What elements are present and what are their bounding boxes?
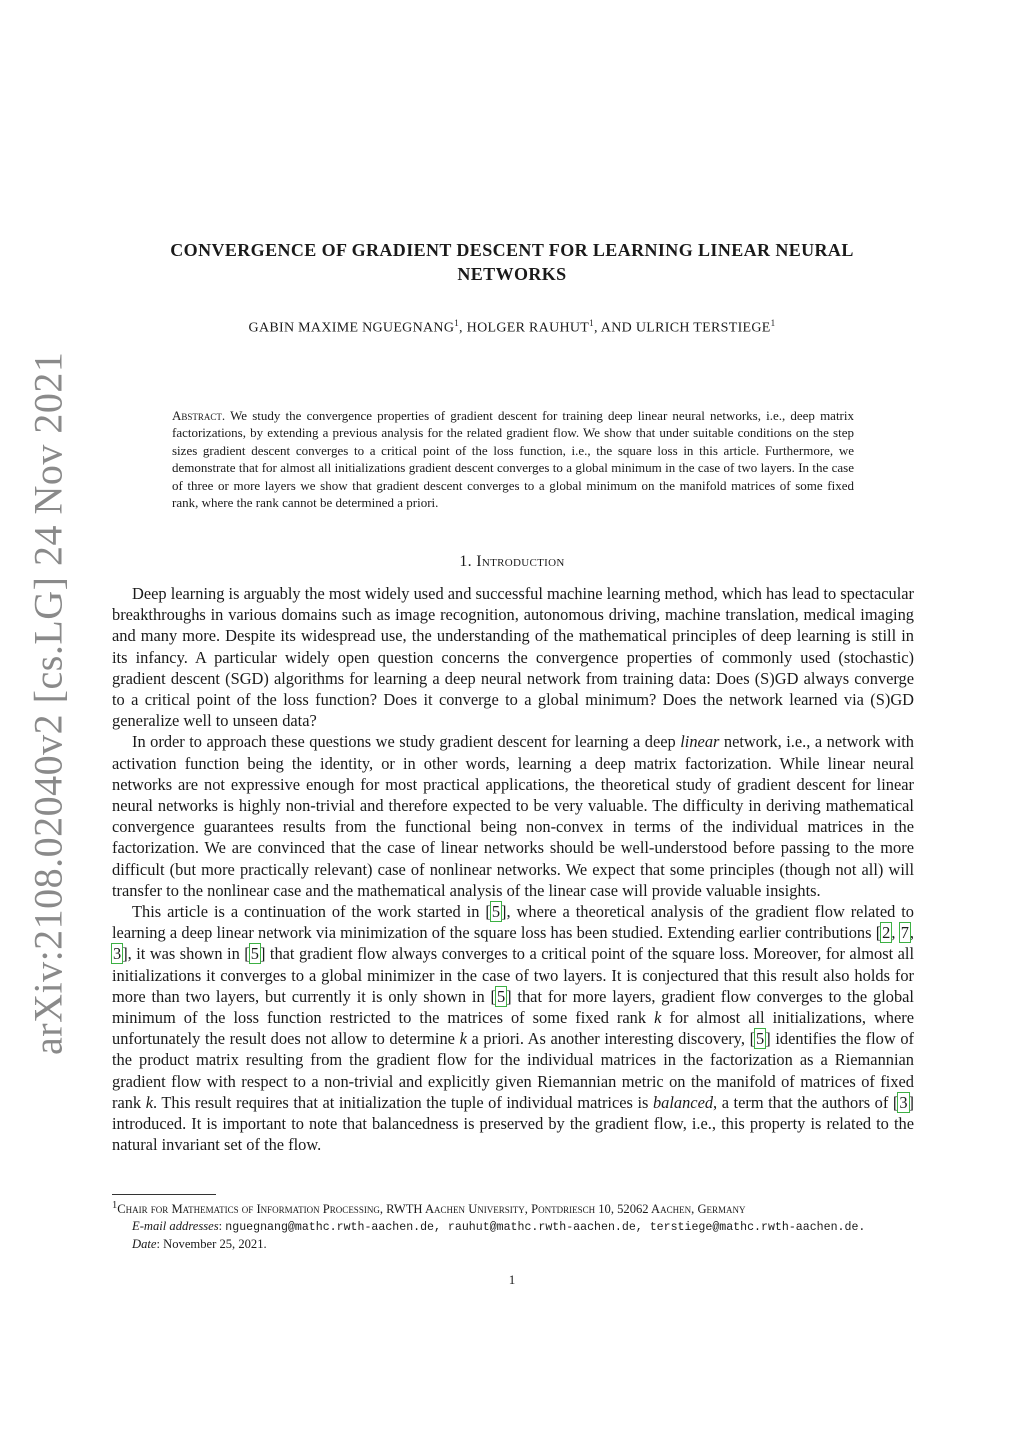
paper-title: CONVERGENCE OF GRADIENT DESCENT FOR LEARNING LINEAR NEURAL NETWORKS <box>170 240 854 284</box>
author-separator: , <box>459 320 467 336</box>
citation-link[interactable]: 5 <box>491 902 501 922</box>
citation-link[interactable]: 5 <box>756 1029 765 1049</box>
author-separator: , AND <box>593 320 636 336</box>
text-run: . This result requires that at initialization the tuple of individual matrices is <box>152 1092 653 1112</box>
author-name: ULRICH TERSTIEGE <box>635 320 771 336</box>
email-addresses[interactable]: nguegnang@mathc.rwth-aachen.de, rauhut@mathc.rwth-aachen.de, terstiege@mathc.rwth-aachen.de. <box>225 1220 866 1234</box>
page-number: 1 <box>508 1272 516 1287</box>
text-run: that gradient flow always converges to a critical point of the square loss. Moreover, for almost all initializations it converges to a global minimizer in the case of two layers. It is conjectured that this result also holds for more than two layers, but currently it is only shown in <box>112 944 914 1006</box>
email-footnote: E-mail addresses: nguegnang@mathc.rwth-aachen.de, rauhut@mathc.rwth-aachen.de, terstiege@mathc.rwth-aachen.de. <box>132 1218 866 1234</box>
text-run: , a term that the authors of <box>713 1092 893 1112</box>
citation-link[interactable]: 2 <box>882 923 891 943</box>
text-run: , where a theoretical analysis of the gradient flow related to learning a deep linear network via minimization of the square loss has been studied. Extending earlier contributions [ <box>112 902 914 943</box>
date-footnote: Date: November 25, 2021. <box>132 1237 267 1252</box>
footnotes <box>112 1198 924 1253</box>
text-run: ], it was shown in <box>122 944 245 964</box>
citation-link[interactable]: 5 <box>250 944 259 964</box>
abstract <box>172 407 854 511</box>
text-run: that for more layers, gradient flow converges to the global minimum of the loss function restricted to the matrices of some fixed rank <box>112 986 914 1028</box>
author-name: GABIN MAXIME NGUEGNANG <box>248 320 455 336</box>
paragraph: This article is a continuation of the work started in [5], where a theoretical analysis of the gradient flow related to learning a deep linear network via minimization of the square loss has been studied. Extending earlier contributions [2, 7, 3], it was shown in [5] that gradient flow always converges to a critical point of the square loss. Moreover, for almost all initializations it converges to a global minimizer in the case of two layers. It is conjectured that this result also holds for more than two layers, but currently it is only shown in [5] that for more layers, gradient flow converges to the global minimum of the loss function restricted to the matrices of some fixed rank k for almost all initializations, where unfortunately the result does not allow to determine k a priori. As another interesting discovery, [5] identifies the flow of the product matrix resulting from the gradient flow for the individual matrices in the factorization as a Riemannian gradient flow with respect to a non-trivial and explicitly given Riemannian metric on the manifold of matrices of fixed rank k. This result requires that at initialization the tuple of individual matrices is balanced, a term that the authors of [3] introduced. It is important to note that balancedness is preserved by the gradient flow, i.e., this property is related to the natural invariant set of the flow. <box>112 902 914 1155</box>
author-name: HOLGER RAUHUT <box>466 320 590 336</box>
affiliation-mark: 1 <box>770 318 776 328</box>
section-title: Introduction <box>476 553 565 570</box>
citation-link[interactable]: 3 <box>899 1092 908 1112</box>
citation-link[interactable]: 7 <box>900 923 909 943</box>
text-run: network, i.e., a network with activation function being the identity, or in other words, learning a deep matrix factorization. While linear neural networks are not expressive enough for most practical applications, the theoretical study of gradient descent for linear neural networks is highly non-trivial and therefore expected to be very valuable. The difficulty in deriving mathematical convergence guarantees results from the functional being non-convex in terms of the individual matrices in the factorization. We are convinced that the case of linear networks should be well-understood before passing to the more difficult (but more practically relevant) case of nonlinear networks. We expect that some principles (though not all) will transfer to the nonlinear case and the mathematical analysis of the linear case will provide valuable insights. <box>112 732 914 900</box>
text-run: This article is a continuation of the work started in <box>132 902 486 922</box>
email-label: E-mail addresses <box>132 1218 219 1233</box>
text-run: , <box>891 923 900 943</box>
text-run: , <box>909 923 914 943</box>
date-label: Date <box>132 1237 157 1252</box>
section-number: 1. <box>459 553 472 570</box>
author-list <box>120 318 904 337</box>
abstract-text: We study the convergence properties of gradient descent for training deep linear neural networks, i.e., deep matrix factorizations, by extending a previous analysis for the related gradient flow. We show that under suitable conditions on the step sizes gradient descent converges to a critical point of the loss function, i.e., the square loss in this article. Furthermore, we demonstrate that for almost all initializations gradient descent converges to a global minimum in the case of two layers. In the case of three or more layers we show that gradient descent converges to a global minimum on the manifold matrices of some fixed rank, where the rank cannot be determined a priori. <box>172 408 855 511</box>
math-variable: k <box>145 1092 153 1112</box>
arxiv-sidebar <box>18 351 78 1055</box>
abstract-label: Abstract. <box>172 408 226 423</box>
paragraph: Deep learning is arguably the most widely used and successful machine learning method, which has lead to spectacular breakthroughs in various domains such as image recognition, autonomous driving, machine translation, medical imaging and many more. Despite its widespread use, the understanding of the mathematical principles of deep learning is still in its infancy. A particular widely open question concerns the convergence properties of commonly used (stochastic) gradient descent (SGD) algorithms for learning a deep neural network from training data: Does (S)GD always converge to a critical point of the loss function? Does it converge to a global minimum? Does the network learned via (S)GD generalize well to unseen data? <box>112 584 914 731</box>
affiliation-mark: 1 <box>589 318 594 328</box>
affiliation-mark: 1 <box>454 318 460 328</box>
emphasis: balanced <box>652 1092 714 1112</box>
math-variable: k <box>459 1029 467 1049</box>
text-run: identifies the flow of the product matrix resulting from the gradient flow for the individual matrices in the factorization as a Riemannian gradient flow with respect to a non-trivial and explicitly given Riemannian metric on the manifold of matrices of fixed rank <box>112 1029 914 1112</box>
date-value: November 25, 2021. <box>163 1237 267 1252</box>
body-text <box>112 583 914 1155</box>
text-run: In order to approach these questions we study gradient descent for learning a deep <box>132 732 681 752</box>
text-run: for almost all initializations, where unfortunately the result does not allow to determine <box>112 1008 914 1049</box>
footnote-rule <box>112 1194 216 1195</box>
section-heading <box>120 553 904 571</box>
affiliation-text: Chair for Mathematics of Information Processing, RWTH Aachen University, Pontdriesch 10, 52062 Aachen, Germany <box>117 1202 746 1217</box>
affiliation-mark: 1 <box>112 1200 118 1211</box>
paragraph <box>112 731 914 901</box>
math-variable: k <box>654 1008 662 1028</box>
citation-link[interactable]: 3 <box>113 944 122 964</box>
text-run: a priori. As another interesting discovery, <box>466 1029 750 1049</box>
arxiv-identifier: arXiv:2108.02040v2 [cs.LG] 24 Nov 2021 <box>25 351 71 1055</box>
citation-link[interactable]: 5 <box>496 986 506 1006</box>
affiliation-footnote <box>112 1198 924 1218</box>
text-run: introduced. It is important to note that balancedness is preserved by the gradient flow, i.e., this property is related to the natural invariant set of the flow. <box>112 1114 914 1155</box>
emphasis: linear <box>680 732 720 752</box>
